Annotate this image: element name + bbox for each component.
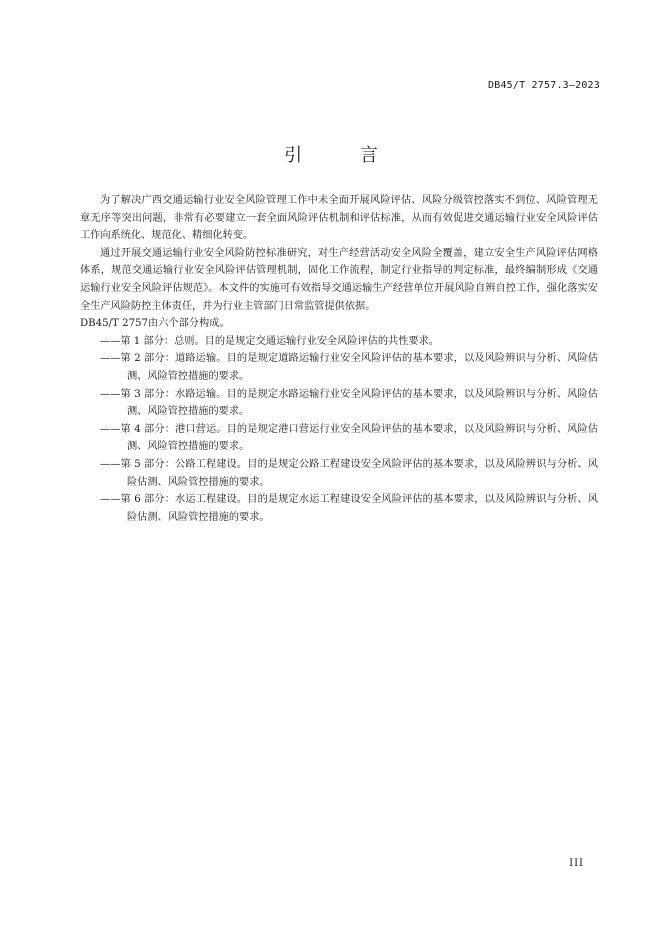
page-title: 引 言 (284, 145, 404, 166)
part-list-item-3: ——第 3 部分：水路运输。目的是规定水路运输行业安全风险评估的基本要求，以及风险辨识与分析、风险估测、风险管控措施的要求。 (100, 388, 598, 418)
intro-paragraph-3: DB45/T 2757由六个部分构成。 (80, 318, 230, 330)
part-list-item-5: ——第 5 部分：公路工程建设。目的是规定公路工程建设安全风险评估的基本要求，以及风险辨识与分析、风险估测、风险管控措施的要求。 (100, 458, 598, 488)
document-body (80, 192, 598, 526)
part-list-item-2: ——第 2 部分：道路运输。目的是规定道路运输行业安全风险评估的基本要求，以及风险辨识与分析、风险估测、风险管控措施的要求。 (100, 353, 598, 382)
standard-code: DB45/T 2757.3—2023 (488, 80, 600, 91)
intro-paragraph-1: 为了解决广西交通运输行业安全风险管理工作中未全面开展风险评估、风险分级管控落实不到位、风险管理无章无序等突出问题，非常有必要建立一套全面风险评估机制和评估标准，从而有效促进交通运输行业安全风险评估工作向系统化、规范化、精细化转变。 (80, 195, 598, 242)
page-number: III (569, 858, 584, 869)
intro-paragraph-2: 通过开展交通运输行业安全风险防控标准研究，对生产经营活动安全风险全覆盖，建立安全生产风险评估网格体系，规范交通运输行业安全风险评估管理机制，固化工作流程，制定行业指导的判定标准，最终编制形成《交通运输行业安全风险评估规范》。本文件的实施可有效指导交通运输生产经营单位开展风险自辨自控工作，强化落实安全生产风险防控主体责任，并为行业主管部门日常监管提供依据。 (80, 247, 598, 312)
part-list-item-4: ——第 4 部分：港口营运。目的是规定港口营运行业安全风险评估的基本要求，以及风险辨识与分析、风险估测、风险管控措施的要求。 (100, 423, 598, 453)
part-list-item-1: ——第 1 部分：总则。目的是规定交通运输行业安全风险评估的共性要求。 (100, 335, 439, 347)
part-list-item-6: ——第 6 部分：水运工程建设。目的是规定水运工程建设安全风险评估的基本要求，以及风险辨识与分析、风险估测、风险管控措施的要求。 (100, 494, 598, 523)
